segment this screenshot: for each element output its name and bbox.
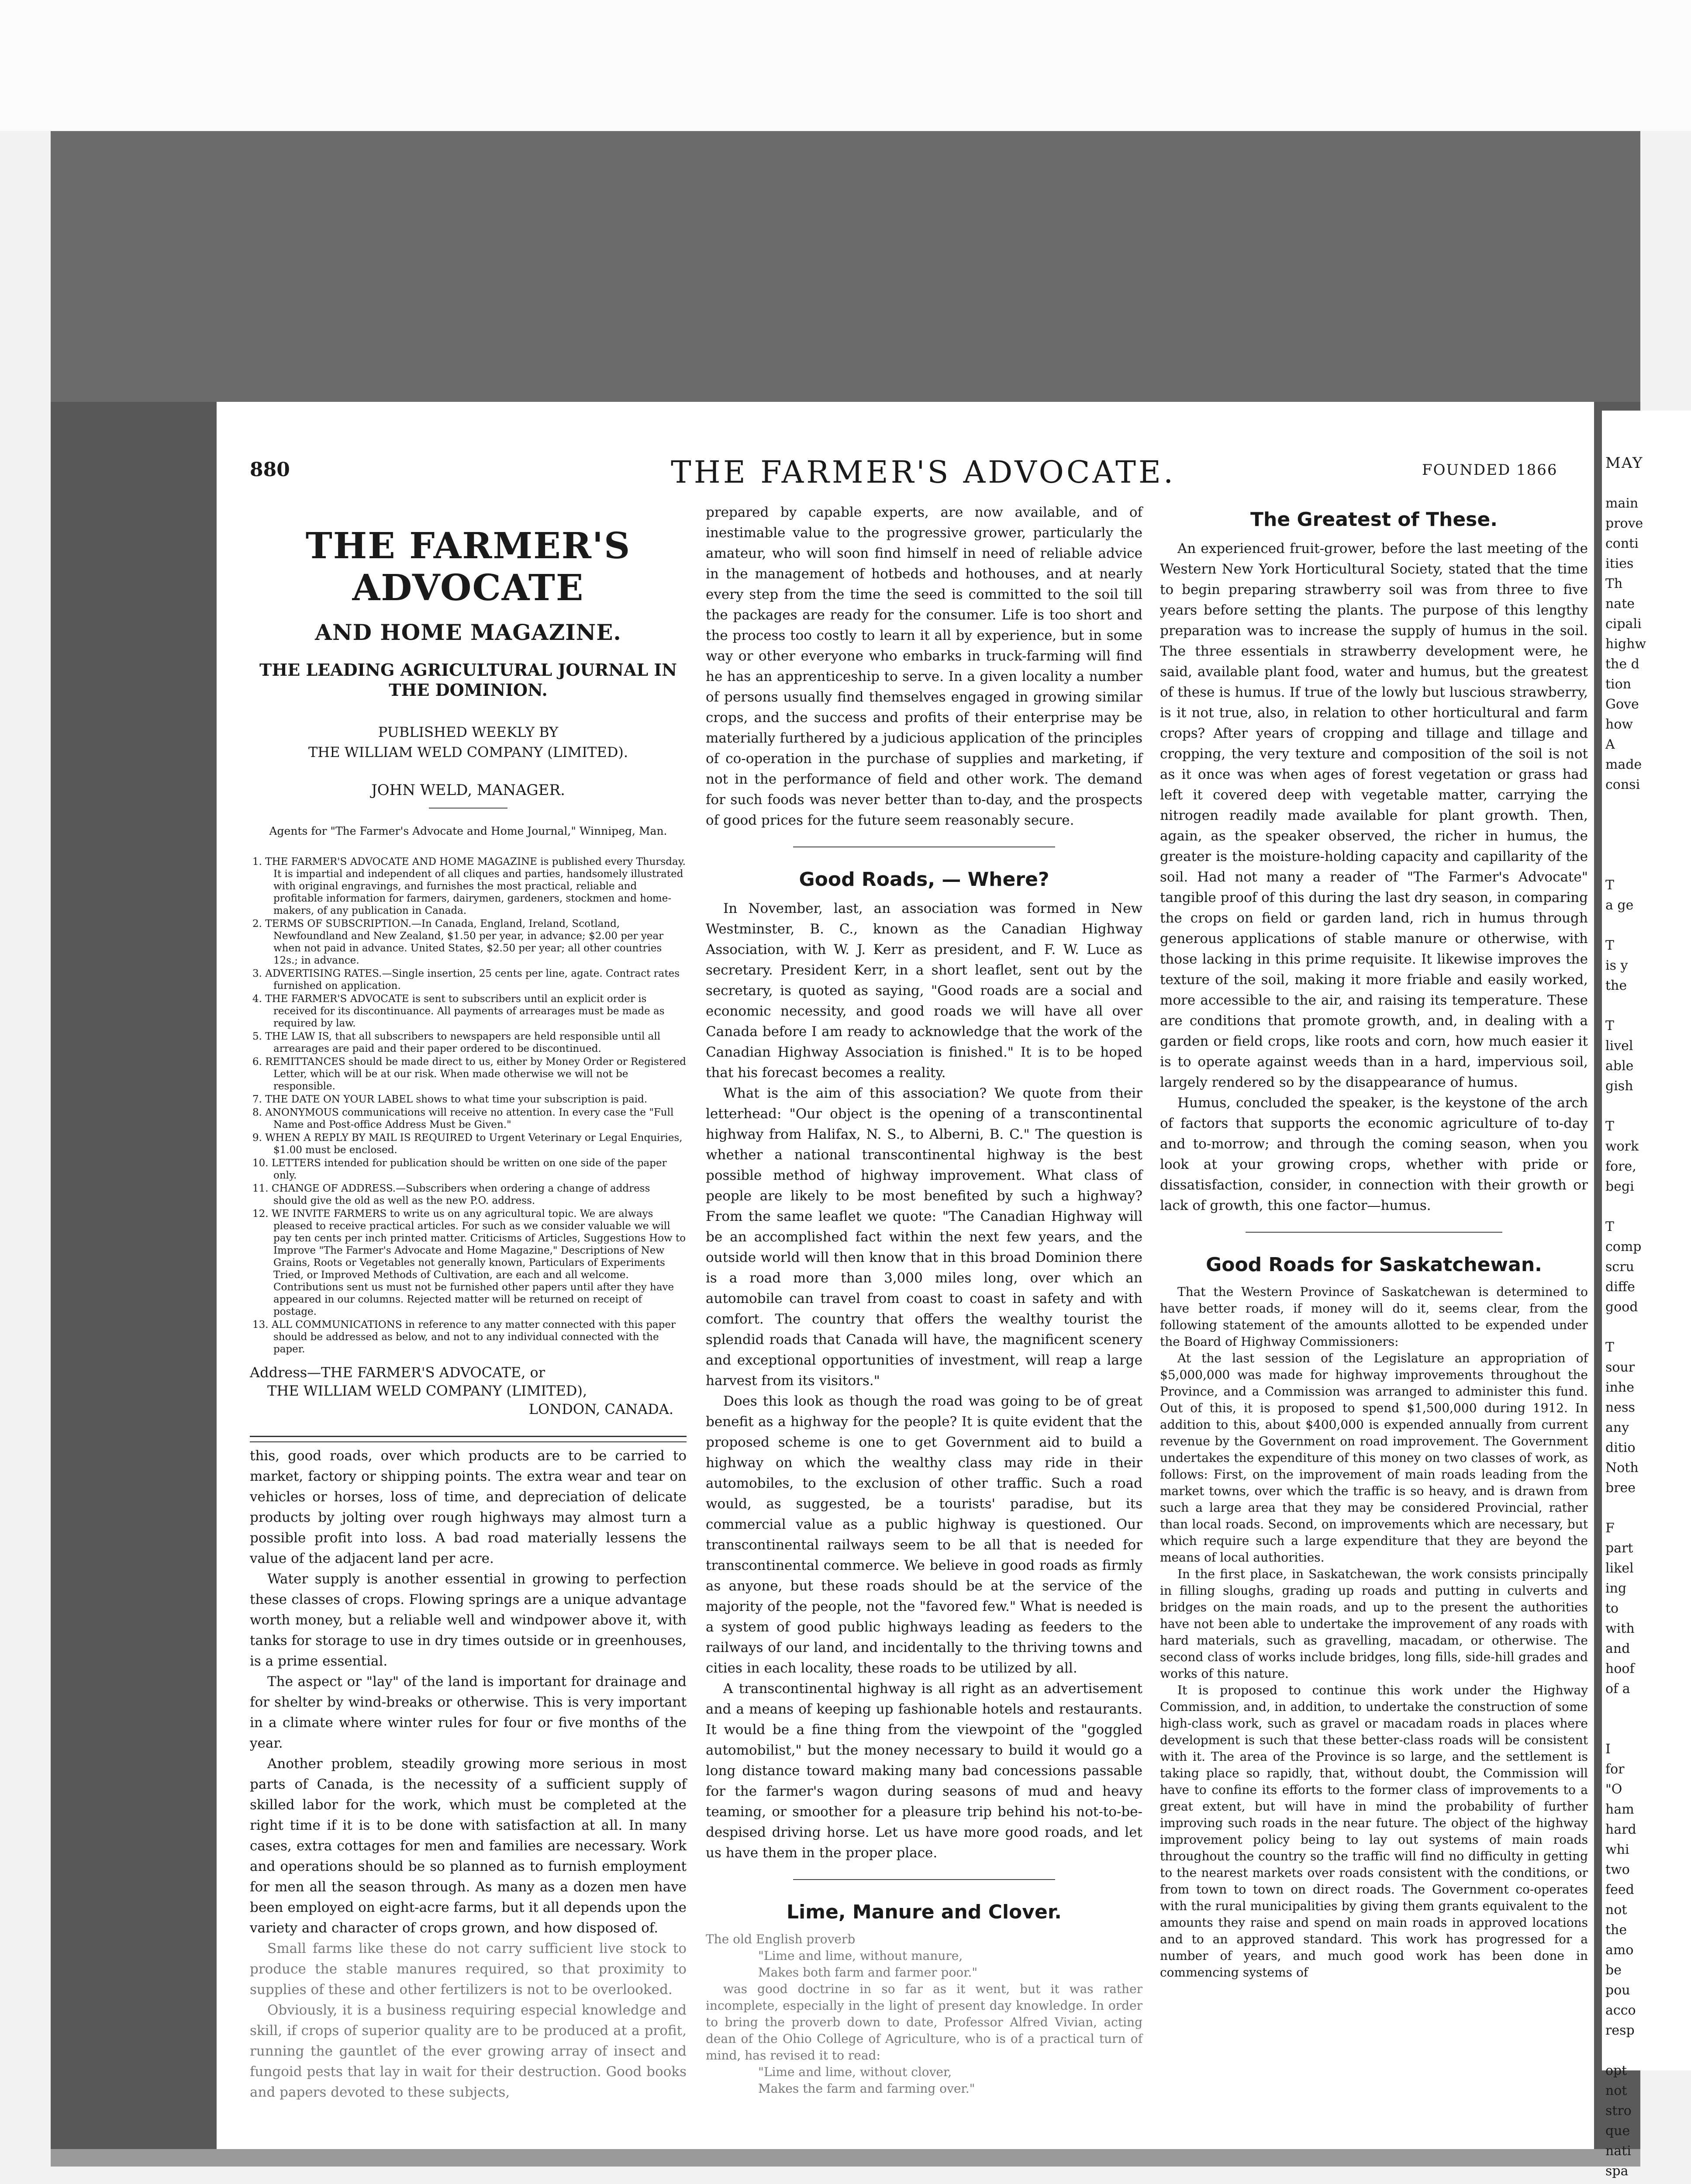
- adjacent-text-fragment: T: [1605, 938, 1615, 953]
- adjacent-text-fragment: bree: [1605, 1480, 1636, 1496]
- adjacent-text-fragment: [1605, 1498, 1691, 1518]
- adjacent-text-fragment: able: [1605, 1058, 1634, 1074]
- article-paragraph: A transcontinental highway is all right as an advertisement and a means of keeping up fashionable hotels and restaurants. It would be a fine thing from the viewpoint of the "goggled automobilist," but the money necessary to build it would go a long distance toward making many bad concessions passable for the farmer's wagon during seasons of mud and heavy teaming, or smoother for a pleasure trip behind his not-to-be-despised driving horse. Let us have more good roads, and let us have them in the proper place.: [706, 1681, 1142, 1861]
- adjacent-text-fragment: part: [1605, 1541, 1633, 1556]
- notice-item: 6. REMITTANCES should be made direct to us, either by Money Order or Registered Letter, which will be at our risk. When made otherwise we will not be responsible.: [252, 1056, 687, 1092]
- adjacent-page-edge: [1602, 411, 1691, 2179]
- adjacent-text-fragment: [1605, 1719, 1691, 1739]
- adjacent-text-fragment: A: [1605, 737, 1615, 752]
- adjacent-text-fragment: good: [1605, 1299, 1638, 1315]
- adjacent-text-fragment: hoof: [1605, 1661, 1635, 1676]
- adjacent-text-fragment: with: [1605, 1621, 1635, 1636]
- article-continuation: [250, 1446, 687, 2103]
- verse-line: "Lime and lime, without clover,: [758, 2065, 952, 2079]
- adjacent-text-fragment: ditio: [1605, 1440, 1636, 1455]
- adjacent-text-fragment: comp: [1605, 1239, 1642, 1254]
- adjacent-text-fragment: "O: [1605, 1782, 1622, 1797]
- adjacent-text-fragment: [1605, 996, 1691, 1016]
- adjacent-text-fragment: a ge: [1605, 898, 1634, 913]
- adjacent-text-fragment: consi: [1605, 777, 1640, 792]
- notice-item: 1. THE FARMER'S ADVOCATE AND HOME MAGAZINE is published every Thursday. It is impartial and independent of all cliques and parties, handsomely illustrated with original engravings, and furnishes the most practical, reliable and profitable information for farmers, dairymen, gardeners, stockmen and home-makers, of any publication in Canada.: [252, 856, 686, 916]
- adjacent-text-fragment: nate: [1605, 596, 1635, 612]
- article-heading: Good Roads, — Where?: [799, 868, 1049, 891]
- section-rule: [793, 1879, 1055, 1880]
- adjacent-text-fragment: gish: [1605, 1078, 1633, 1094]
- column-3: [1160, 502, 1588, 1981]
- masthead-company: THE WILLIAM WELD COMPANY (LIMITED).: [308, 744, 628, 760]
- adjacent-text-fragment: I: [1605, 1742, 1611, 1757]
- article-paragraph: In the first place, in Saskatchewan, the work consists principally in filling sloughs, grading up roads and putting in culverts and bridges on the main roads, and up to the present the authorities have not been able to undertake the improvement of any roads with hard materials, such as gravelling, macadam, or otherwise. The second class of works include bridges, long fills, side-hill grades and works of this nature.: [1160, 1567, 1588, 1681]
- address-line: Address—THE FARMER'S ADVOCATE, or: [250, 1364, 545, 1381]
- adjacent-text-fragment: inhe: [1605, 1380, 1634, 1395]
- adjacent-text-fragment: not: [1605, 2083, 1627, 2098]
- adjacent-text-fragment: [1605, 815, 1691, 835]
- article-continuation-top: [706, 502, 1142, 831]
- adjacent-text-fragment: likel: [1605, 1561, 1634, 1576]
- page-number: 880: [250, 459, 290, 481]
- adjacent-text-fragment: Th: [1605, 576, 1623, 591]
- adjacent-text-fragment: highw: [1605, 636, 1646, 652]
- adjacent-text-fragment: of a: [1605, 1681, 1630, 1697]
- adjacent-text-fragment: pou: [1605, 1983, 1630, 1998]
- column-2: [706, 502, 1142, 2097]
- article-paragraph: was good doctrine in so far as it went, but it was rather incomplete, especially in the light of present day knowledge. In order to bring the proverb down to date, Professor Alfred Vivian, acting dean of the Ohio College of Agriculture, who is of a practical turn of mind, has revised it to read:: [706, 1982, 1142, 2063]
- founded-label: FOUNDED 1866: [1422, 461, 1558, 479]
- address-line: LONDON, CANADA.: [528, 1401, 673, 1417]
- adjacent-text-fragment: stro: [1605, 2103, 1632, 2118]
- verse-line: "Lime and lime, without manure,: [758, 1949, 963, 1963]
- adjacent-text-fragment: nati: [1605, 2143, 1631, 2159]
- adjacent-text-fragment: tion: [1605, 677, 1632, 692]
- adjacent-text-fragment: F: [1605, 1521, 1615, 1536]
- notice-item: 12. WE INVITE FARMERS to write us on any agricultural topic. We are always pleased to receive practical articles. For such as we consider valuable we will pay ten cents per inch printed matter. Criticisms of Articles, Suggestions How to Improve "The Farmer's Advocate and Home Magazine," Descriptions of New Grains, Roots or Vegetables not generally known, Particulars of Experiments Tried, or Improved Methods of Cultivation, are each and all welcome. Contributions sent us must not be furnished other papers until after they have appeared in our columns. Rejected matter will be returned on receipt of postage.: [252, 1208, 686, 1317]
- adjacent-text-fragment: ing: [1605, 1581, 1627, 1596]
- adjacent-text-fragment: whi: [1605, 1842, 1629, 1857]
- adjacent-text-fragment: the: [1605, 1922, 1627, 1938]
- notice-item: 9. WHEN A REPLY BY MAIL IS REQUIRED to Urgent Veterinary or Legal Enquiries, $1.00 must be enclosed.: [252, 1132, 683, 1156]
- notice-item: 10. LETTERS intended for publication should be written on one side of the paper only.: [252, 1158, 667, 1181]
- adjacent-text-fragment: ness: [1605, 1400, 1635, 1415]
- adjacent-text-fragment: amo: [1605, 1942, 1634, 1958]
- notice-item: 5. THE LAW IS, that all subscribers to newspapers are held responsible until all arrearages are paid and their paper ordered to be discontinued.: [252, 1031, 661, 1054]
- adjacent-text-fragment: [1605, 795, 1691, 815]
- adjacent-running-title: MAY: [1605, 454, 1643, 472]
- notice-item: 13. ALL COMMUNICATIONS in reference to any matter connected with this paper should be addressed as below, and not to any individual connected with the paper.: [252, 1319, 676, 1355]
- masthead-rule: [429, 808, 507, 809]
- page-header: [217, 454, 1594, 494]
- article-paragraph: An experienced fruit-grower, before the last meeting of the Western New York Horticultural Society, stated that the time to begin preparing strawberry soil was from three to five years before setting the plants. The purpose of this lengthy preparation was to increase the supply of humus in the soil. The three essentials in strawberry development were, he said, available plant food, water and humus, but the greatest of these is humus. If true of the lowly but luscious strawberry, is it not true, also, in relation to other horticultural and farm crops? After years of cropping and tillage and tillage and cropping, the very texture and composition of the soil is not as it once was when ages of forest vegetation or grass had left it covered deep with vegetable matter, carrying the nitrogen readily made available for plant growth. Then, again, as the speaker observed, the richer in humus, the greater is the moisture-holding capacity and capillarity of the soil. Had not many a reader of "The Farmer's Advocate" tangible proof of this during the last dry season, in comparing the crops on field or garden land, rich in humus through generous applications of stable manure or otherwise, with those lacking in this prime requisite. It likewise improves the texture of the soil, making it more friable and easily worked, more accessible to the air, and raising its temperature. These are conditions that promote growth, and, in dealing with a garden or field crops, like roots and corn, how much easier it is to operate against weeds than in a hard, impervious soil, largely rendered so by the disappearance of humus.: [1160, 541, 1588, 1090]
- adjacent-text-fragment: [1605, 855, 1691, 875]
- article-paragraph: prepared by capable experts, are now available, and of inestimable value to the progressive grower, particularly the amateur, who will soon find himself in need of reliable advice in the management of hotbeds and hothouses, and at nearly every step from the time the seed is committed to the soil till the packages are ready for the consumer. Life is too short and the process too costly to learn it all by experience, but in some way or other everyone who embarks in truck-farming will find he has an apprenticeship to serve. In a given locality a number of persons usually find themselves engaged in growing similar crops, and the success and profits of their enterprise may be materially furthered by a judicious application of the principles of co-operation in the purchase of supplies and marketing, if not in the performance of field and other work. The demand for such foods was never better than to-day, and the prospects of good prices for the future seem reasonably secure.: [706, 505, 1142, 828]
- masthead-published: PUBLISHED WEEKLY BY: [378, 724, 559, 740]
- running-title: THE FARMER'S ADVOCATE.: [671, 454, 1176, 490]
- adjacent-text-fragment: T: [1605, 1119, 1615, 1134]
- adjacent-text-fragment: [1605, 1317, 1691, 1337]
- scan-background-top: [0, 0, 1691, 131]
- adjacent-text-fragment: [1605, 916, 1691, 936]
- adjacent-text-fragment: T: [1605, 1340, 1615, 1355]
- adjacent-text-fragment: spa: [1605, 2163, 1629, 2179]
- adjacent-text-fragment: to: [1605, 1601, 1619, 1616]
- article-paragraph: What is the aim of this association? We quote from their letterhead: "Our object is the opening of a transcontinental highway from Halifax, N. S., to Alberni, B. C." The question is whether a national transcontinental highway is the best possible method of highway improvement. What class of people are likely to be most benefited by such a highway? From the same leaflet we quote: "The Canadian Highway will be an accomplished fact within the next few years, and the outside world will then know that in this broad Dominion there is a road more than 3,000 miles long, over which an automobile can travel from coast to coast in safety and with comfort. The country that offers the wealthy tourist the splendid roads that Canada will have, the magnificent scenery and exceptional opportunities of investment, will reap a large harvest from its visitors.": [706, 1085, 1142, 1389]
- article-heading: Good Roads for Saskatchewan.: [1206, 1254, 1542, 1276]
- adjacent-text-fragment: livel: [1605, 1038, 1633, 1054]
- article-paragraph: At the last session of the Legislature an appropriation of $5,000,000 was made for highway improvements throughout the Province, and a Commission was arranged to administer this fund. Out of this, it is proposed to spend $1,500,000 during 1912. In addition to this, about $400,000 is expended annually from current revenue by the Government on road improvement. The Government undertakes the expenditure of this money on two classes of work, as follows: First, on the improvement of main roads leading from the market towns, over which the traffic is so heavy, and is drawn from such a large area that they may be considered Provincial, rather than local roads. Second, on improvements which are necessary, but which require such a large expenditure that they are beyond the means of local authorities.: [1160, 1351, 1588, 1565]
- adjacent-text-fragment: opt: [1605, 2063, 1627, 2078]
- adjacent-text-fragment: resp: [1605, 2023, 1635, 2038]
- article-paragraph: The aspect or "lay" of the land is important for drainage and for shelter by wind-breaks or otherwise. This is very important in a climate where winter rules for four or five months of the year.: [250, 1674, 687, 1751]
- article-paragraph: Obviously, it is a business requiring especial knowledge and skill, if crops of superior quality are to be produced at a profit, running the gauntlet of the ever growing array of insect and fungoid pests that lay in wait for their destruction. Good books and papers devoted to these subjects,: [250, 2002, 687, 2100]
- adjacent-text-fragment: two: [1605, 1862, 1630, 1877]
- adjacent-text-fragment: [1605, 2041, 1691, 2061]
- article-paragraph: Does this look as though the road was going to be of great benefit as a highway for the people? It is quite evident that the proposed scheme is one to get Government aid to build a highway on which the wealthy class may ride in their automobiles, to the exclusion of other traffic. Such a road would, as suggested, be a tourists' paradise, but its commercial value as a public highway is questioned. Our transcontinental railways seem to be all that is needed for transcontinental commerce. We believe in good roads as firmly as anyone, but these roads should be at the service of the majority of the people, not the "favored few." What is needed is a system of good public highways leading as feeders to the railways of our land, and incidentally to the thriving towns and cities in each locality, these roads to be utilized by all.: [706, 1393, 1142, 1676]
- article-good-roads: [706, 898, 1142, 1863]
- notice-item: 11. CHANGE OF ADDRESS.—Subscribers when ordering a change of address should give the old as well as the new P.O. address.: [252, 1183, 650, 1206]
- adjacent-text-fragment: and: [1605, 1641, 1630, 1656]
- adjacent-text-fragment: ham: [1605, 1802, 1634, 1817]
- adjacent-page-fragments: [1605, 494, 1691, 2184]
- adjacent-text-fragment: [1605, 1096, 1691, 1116]
- adjacent-text-fragment: is y: [1605, 958, 1628, 973]
- adjacent-text-fragment: fore,: [1605, 1159, 1636, 1174]
- newspaper-page: [217, 402, 1594, 2149]
- masthead: [250, 525, 687, 838]
- adjacent-text-fragment: the d: [1605, 657, 1639, 672]
- masthead-title: THE FARMER'S ADVOCATE: [305, 525, 631, 609]
- adjacent-text-fragment: T: [1605, 878, 1615, 893]
- address-line: THE WILLIAM WELD COMPANY (LIMITED),: [267, 1382, 587, 1399]
- adjacent-text-fragment: diffe: [1605, 1279, 1635, 1295]
- masthead-agents: Agents for "The Farmer's Advocate and Home Journal," Winnipeg, Man.: [269, 825, 667, 837]
- publisher-address: [250, 1363, 687, 1418]
- adjacent-text-fragment: [1605, 2181, 1691, 2184]
- adjacent-text-fragment: Noth: [1605, 1460, 1639, 1476]
- masthead-tagline: THE LEADING AGRICULTURAL JOURNAL IN THE DOMINION.: [259, 660, 677, 700]
- adjacent-text-fragment: begi: [1605, 1179, 1634, 1194]
- verse-line: The old English proverb: [706, 1932, 856, 1946]
- adjacent-text-fragment: acco: [1605, 2003, 1636, 2018]
- verse-line: Makes the farm and farming over.": [758, 2081, 975, 2096]
- adjacent-text-fragment: conti: [1605, 536, 1639, 551]
- verse-line: Makes both farm and farmer poor.": [758, 1965, 978, 1980]
- adjacent-text-fragment: main: [1605, 496, 1639, 511]
- article-paragraph: Humus, concluded the speaker, is the keystone of the arch of factors that supports the economic agriculture of to-day and to-morrow; and through the coming season, when you look at your growing crops, whether with pride or dissatisfaction, consider, in connection with their growth or lack of growth, this one factor—humus.: [1160, 1095, 1588, 1213]
- article-paragraph: this, good roads, over which products are to be carried to market, factory or shipping points. The extra wear and tear on vehicles or horses, loss of time, and depreciation of delicate products by jolting over rough highways may almost turn a possible profit into loss. A bad road materially lessens the value of the adjacent land per acre.: [250, 1448, 687, 1566]
- adjacent-text-fragment: T: [1605, 1018, 1615, 1033]
- adjacent-text-fragment: ities: [1605, 556, 1634, 571]
- subscription-notices: [250, 856, 687, 1355]
- article-paragraph: That the Western Province of Saskatchewan is determined to have better roads, if money will do it, seems clear, from the following statement of the amounts allotted to be expended under the Board of Highway Commissioners:: [1160, 1285, 1588, 1349]
- adjacent-text-fragment: work: [1605, 1139, 1639, 1154]
- adjacent-text-fragment: Gove: [1605, 697, 1639, 712]
- notice-item: 3. ADVERTISING RATES.—Single insertion, 25 cents per line, agate. Contract rates furnished on application.: [252, 968, 680, 992]
- notice-item: 2. TERMS OF SUBSCRIPTION.—In Canada, England, Ireland, Scotland, Newfoundland and New Zealand, $1.50 per year, in advance; $2.00 per year when not paid in advance. United States, $2.50 per year; all other countries 12s.; in advance.: [252, 918, 664, 966]
- adjacent-text-fragment: for: [1605, 1762, 1625, 1777]
- section-rule: [1246, 1232, 1502, 1233]
- article-paragraph: Another problem, steadily growing more serious in most parts of Canada, is the necessity of a sufficient supply of skilled labor for the work, which must be completed at the right time if it is to be done with satisfaction at all. In many cases, extra cottages for men and families are necessary. Work and operations should be so planned as to furnish employment for men all the season through. As many as a dozen men have been employed on eight-acre farms, but it all depends upon the variety and character of crops grown, and how disposed of.: [250, 1756, 687, 1936]
- adjacent-text-fragment: hard: [1605, 1822, 1636, 1837]
- column-1: [250, 502, 687, 2103]
- adjacent-text-fragment: how: [1605, 717, 1633, 732]
- adjacent-text-fragment: the: [1605, 978, 1627, 993]
- scan-shadow-band: [51, 131, 1640, 402]
- scan-left-margin: [51, 402, 217, 2149]
- adjacent-text-fragment: feed: [1605, 1882, 1634, 1897]
- article-heading: The Greatest of These.: [1250, 508, 1498, 531]
- article-paragraph: It is proposed to continue this work under the Highway Commission, and, in addition, to undertake the construction of some high-class work, such as gravel or macadam roads in places where development is such that these better-class roads will be consistent with it. The area of the Province is so large, and the settlement is taking place so rapidly, that, without doubt, the Commission will have to confine its efforts to the former class of improvements to a great extent, but will have in mind the probability of further improving such roads in the near future. The object of the highway improvement policy being to lay out systems of main roads throughout the country so the traffic will find no difficulty in getting to the nearest markets over roads consistent with the conditions, or from town to town on direct roads. The Government co-operates with the rural municipalities by giving them grants equivalent to the amounts they raise and spend on main roads in approved locations and to an approved standard. This work has progressed for a number of years, and much good work has been done in commencing systems of: [1160, 1683, 1588, 1980]
- article-good-roads-saskatchewan: [1160, 1284, 1588, 1981]
- adjacent-text-fragment: made: [1605, 757, 1642, 772]
- masthead-subtitle: AND HOME MAGAZINE.: [315, 619, 621, 645]
- adjacent-text-fragment: not: [1605, 1902, 1627, 1918]
- adjacent-text-fragment: scru: [1605, 1259, 1634, 1275]
- adjacent-text-fragment: T: [1605, 1219, 1615, 1234]
- adjacent-text-fragment: be: [1605, 1963, 1622, 1978]
- article-greatest-of-these: [1160, 539, 1588, 1216]
- masthead-divider: [250, 1436, 687, 1442]
- adjacent-text-fragment: sour: [1605, 1360, 1635, 1375]
- adjacent-text-fragment: que: [1605, 2123, 1630, 2139]
- adjacent-text-fragment: any: [1605, 1420, 1629, 1435]
- article-paragraph: Water supply is another essential in growing to perfection these classes of crops. Flowing springs are a unique advantage worth money, but a reliable well and windpower above it, with tanks for storage to use in dry times outside or in greenhouses, is a prime essential.: [250, 1571, 687, 1669]
- notice-item: 8. ANONYMOUS communications will receive no attention. In every case the "Full Name and Post-office Address Must be Given.": [252, 1107, 674, 1130]
- adjacent-text-fragment: [1605, 1699, 1691, 1719]
- article-paragraph: Small farms like these do not carry sufficient live stock to produce the stable manures required, so that proximity to supplies of these and other fertilizers is not to be overlooked.: [250, 1941, 687, 1997]
- adjacent-text-fragment: prove: [1605, 516, 1643, 531]
- scan-bottom-shadow: [51, 2149, 1640, 2167]
- notice-item: 4. THE FARMER'S ADVOCATE is sent to subscribers until an explicit order is received for its discontinuance. All payments of arrearages must be made as required by law.: [252, 993, 665, 1029]
- article-paragraph: In November, last, an association was formed in New Westminster, B. C., known as the Canadian Highway Association, with W. J. Kerr as president, and F. W. Luce as secretary. President Kerr, in a short leaflet, sent out by the secretary, is quoted as saying, "Good roads are a social and economic necessity, and good roads we will have all over Canada before I am ready to acknowledge that the work of the Canadian Highway Association is finished." It is to be hoped that his forecast becomes a reality.: [706, 901, 1142, 1081]
- adjacent-text-fragment: [1605, 1197, 1691, 1217]
- adjacent-text-fragment: [1605, 835, 1691, 855]
- adjacent-text-fragment: cipali: [1605, 616, 1642, 632]
- notice-item: 7. THE DATE ON YOUR LABEL shows to what time your subscription is paid.: [252, 1094, 648, 1105]
- article-heading: Lime, Manure and Clover.: [787, 1901, 1062, 1923]
- article-lime-manure-clover: [706, 1931, 1142, 2097]
- masthead-manager: JOHN WELD, MANAGER.: [371, 781, 565, 799]
